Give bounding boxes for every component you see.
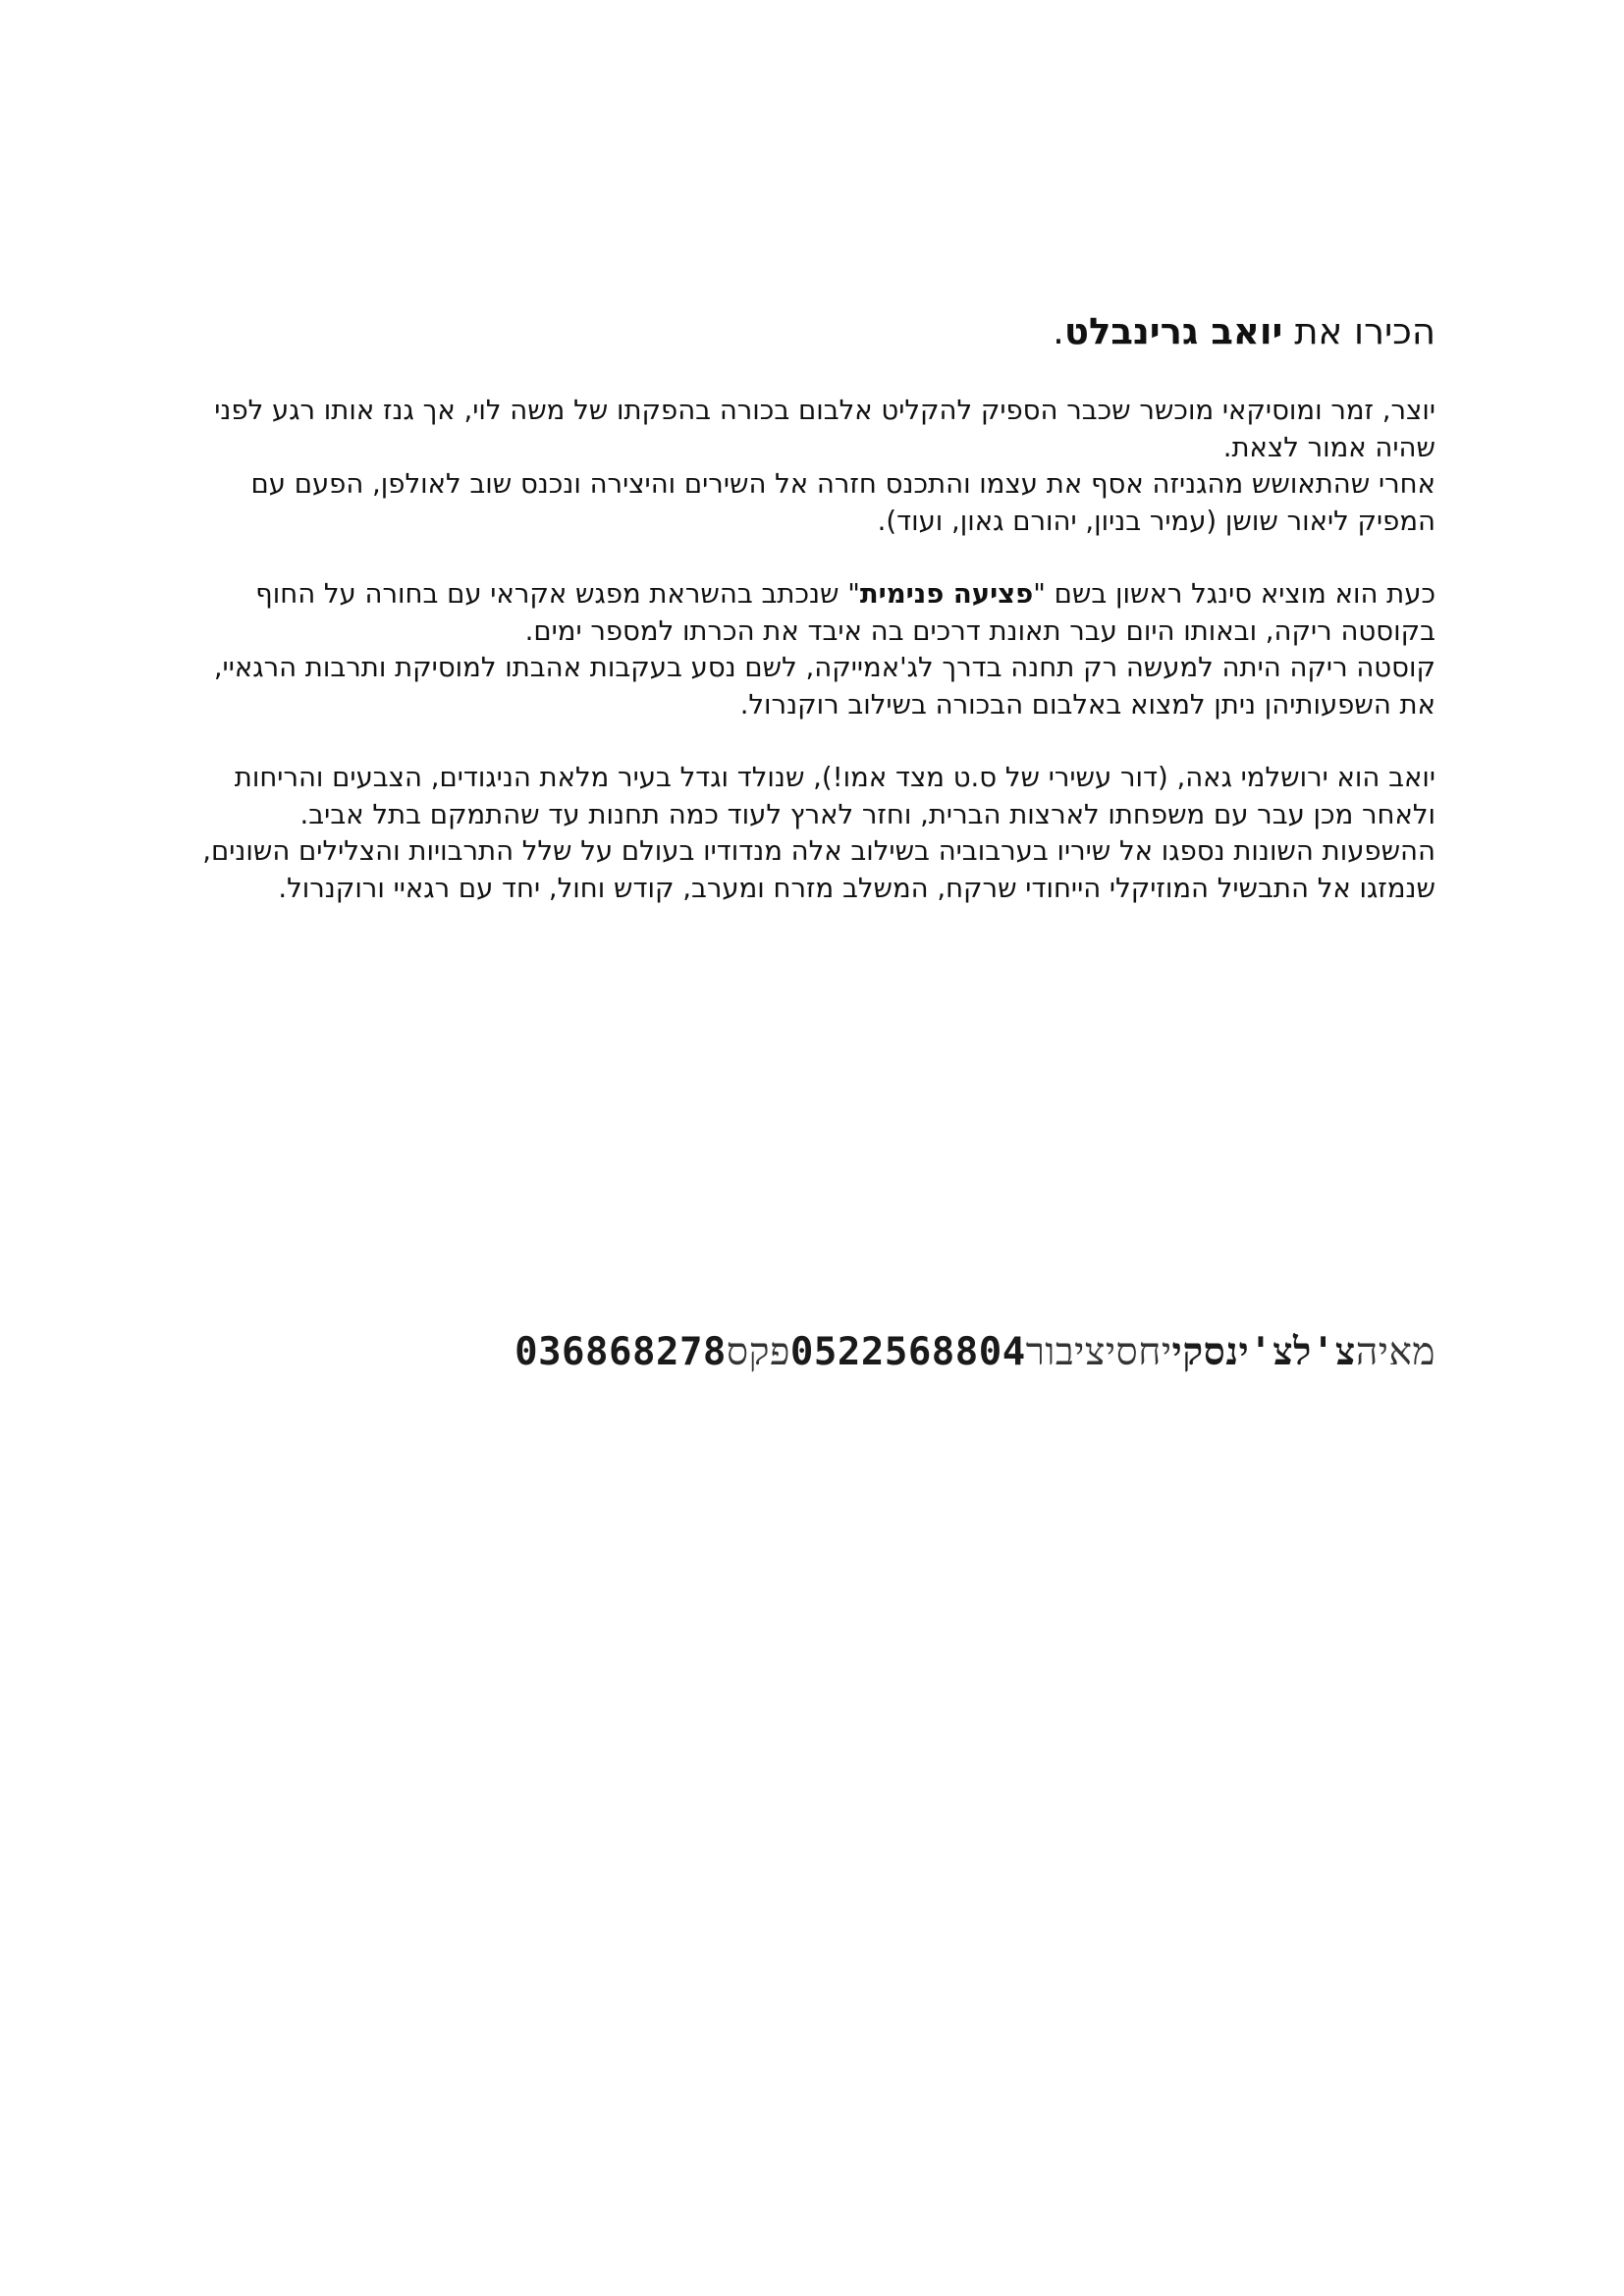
paragraph-intro bbox=[196, 393, 1435, 540]
paragraph-single-line-1 bbox=[196, 576, 1435, 650]
paragraph-single bbox=[196, 576, 1435, 723]
title-prefix: הכירו את bbox=[1282, 310, 1435, 352]
single-text-before: כעת הוא מוציא סינגל ראשון בשם " bbox=[1033, 578, 1435, 610]
paragraph-single-line-2: קוסטה ריקה היתה למעשה רק תחנה בדרך לג'אמייקה, לשם נסע בעקבות אהבתו למוסיקת ותרבות הרגאיי, את השפעותיהן ניתן למצוא באלבום הבכורה בשילוב רוקנרול. bbox=[213, 652, 1435, 721]
title-suffix: . bbox=[1053, 310, 1064, 352]
contact-footer bbox=[444, 1323, 1435, 1382]
contact-first-name: מאיה bbox=[1355, 1330, 1435, 1374]
single-title: פציעה פנימית bbox=[859, 578, 1034, 610]
contact-phone: 0522568804 bbox=[789, 1330, 1026, 1374]
paragraph-biography-text: יואב הוא ירושלמי גאה, (דור עשירי של ס.ט מצד אמו!), שנולד וגדל בעיר מלאת הניגודים, הצבעים והריחות ולאחר מכן עבר עם משפחתו לארצות הברית, וחזר לארץ לעוד כמה תחנות עד שהתמקם בתל אביב. ההשפעות השונות נספגו אל שיריו בערבוביה בשילוב אלה מנדודיו בעולם על שלל התרבויות והצלילים השונים, שנמזגו אל התבשיל המוזיקלי הייחודי שרקח, המשלב מזרח ומערב, קודש וחול, יחד עם רגאיי ורוקנרול. bbox=[202, 762, 1435, 904]
contact-role: יחסיציבור bbox=[1025, 1330, 1172, 1374]
page-title bbox=[196, 306, 1435, 357]
paragraph-intro-line-1: יוצר, זמר ומוסיקאי מוכשר שכבר הספיק להקליט אלבום בכורה בהפקתו של משה לוי, אך גנז אותו רגע לפני שהיה אמור לצאת. bbox=[214, 395, 1435, 463]
press-release-body bbox=[196, 306, 1435, 943]
paragraph-biography bbox=[196, 760, 1435, 907]
single-text-after: " שנכתב בהשראת מפגש אקראי עם בחורה על החוף בקוסטה ריקה, ובאותו היום עבר תאונת דרכים בה איבד את הכרתו למספר ימים. bbox=[255, 578, 1435, 647]
contact-fax-label: פקס bbox=[726, 1330, 790, 1374]
paragraph-intro-line-2: אחרי שהתאושש מהגניזה אסף את עצמו והתכנס חזרה אל השירים והיצירה ונכנס שוב לאולפן, הפעם עם המפיק ליאור שושן (עמיר בניון, יהורם גאון, ועוד). bbox=[250, 468, 1435, 537]
contact-fax-number: 036868278 bbox=[514, 1330, 727, 1374]
contact-last-name: צ'לצ'ינסקי bbox=[1171, 1330, 1356, 1374]
artist-name: יואב גרינבלט bbox=[1063, 310, 1283, 352]
